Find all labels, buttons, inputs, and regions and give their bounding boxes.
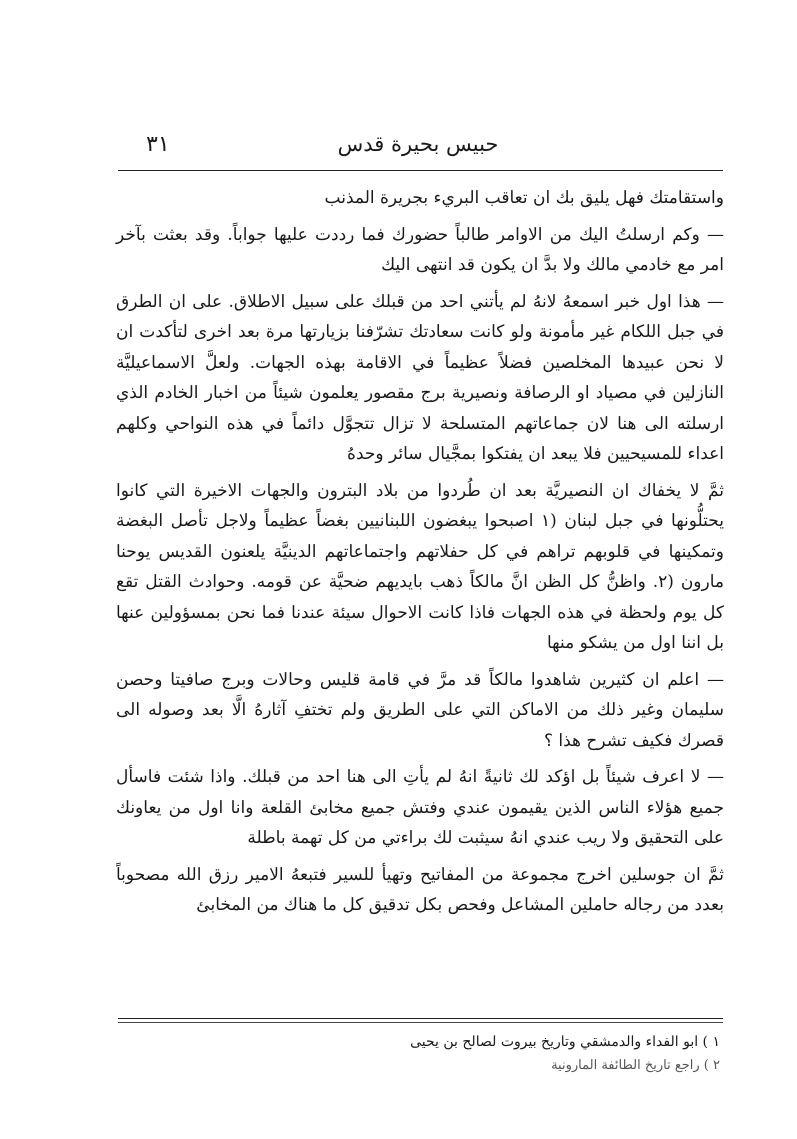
footnotes — [260, 1030, 720, 1073]
body-text — [116, 183, 724, 921]
page-header — [118, 132, 718, 162]
footnote-rule — [118, 1018, 723, 1019]
paragraph-1: واستقامتك فهل يليق بك ان تعاقب البريء بجريرة المذنب — [324, 188, 724, 208]
paragraph-3: — هذا اول خبر اسمعهُ لانهُ لم يأتني احد من قبلك على سبيل الاطلاق. على ان الطرق في جبل اللكام غير مأمونة ولو كانت سعادتك تشرّفنا بزيارتها مرة بعد اخرى لتأكدت ان لا نحن عبيدها المخلصين فضلاً عظيماً في الاقامة بهذه الجهات. ولعلَّ الاسماعيليَّة النازلين في مصياد او الرصافة ونصيرية برج مقصور يعلمون شيئاً من اخبار الخادم الذي ارسلته الى هنا لان جماعاتهم المتسلحة لا تزال تتجوَّل دائماً في هذه النواحي وكلهم اعداء للمسيحيين فلا يبعد ان يفتكوا بمجَّيال سائر وحدهُ — [116, 291, 724, 464]
header-rule — [118, 170, 723, 171]
footnote-2: ٢ ) راجع تاريخ الطائفة المارونية — [551, 1058, 720, 1073]
footnote-1: ١ ) ابو الفداء والدمشقي وتاريخ بيروت لصالح بن يحيى — [410, 1034, 720, 1050]
footnote-rule-thin — [118, 1022, 723, 1023]
paragraph-4: ثمَّ لا يخفاك ان النصيريَّة بعد ان طُردوا من بلاد البترون والجهات الاخيرة التي كانوا يحتلُّونها في جبل لبنان (١ اصبحوا يبغضون اللبنانيين بغضاً عظيماً ولاجل تأصل البغضة وتمكينها في قلوبهم تراهم في كل حفلاتهم واجتماعاتهم الدينيَّة يلعنون القديس يوحنا مارون (٢. واظنُّ كل الظن انَّ مالكاً ذهب بايديهم ضحيَّة عن قومه. وحوادث القتل تقع كل يوم ولحظة في هذه الجهات فاذا كانت الاحوال سيئة عندنا فما نحن بمسؤولين عنها بل اننا اول من يشكو منها — [116, 480, 725, 653]
paragraph-6: — لا اعرف شيئاً بل اؤكد لك ثانيةً انهُ لم يأتِ الى هنا احد من قبلك. واذا شئت فاسأل جميع هؤلاء الناس الذين يقيمون عندي وفتش جميع مخابئ القلعة وانا اول من يعاونك على التحقيق ولا ريب عندي انهُ سيثبت لك براءتي من كل تهمة باطلة — [116, 767, 724, 848]
page-number: ٣١ — [146, 132, 170, 157]
paragraph-5: — اعلم ان كثيرين شاهدوا مالكاً قد مرَّ في قامة قليس وحالات وبرج صافيتا وحصن سليمان وغير ذلك من الاماكن التي على الطريق ولم تختفِ آثارهُ الَّا بعد وصوله الى قصرك فكيف تشرح هذا ؟ — [116, 669, 724, 751]
running-title: حبيس بحيرة قدس — [337, 132, 499, 156]
paragraph-2: — وكم ارسلتُ اليك من الاوامر طالباً حضورك فما رددت عليها جواباً. وقد بعثت بآخر امر مع خادمي مالك ولا بدَّ ان يكون قد انتهى اليك — [116, 224, 724, 275]
paragraph-7: ثمَّ ان جوسلين اخرج مجموعة من المفاتيح وتهيأ للسير فتبعهُ الامير رزق الله مصحوباً بعدد من رجاله حاملين المشاعل وفحص بكل تدقيق كل ما هناك من المخابئ — [116, 864, 724, 915]
